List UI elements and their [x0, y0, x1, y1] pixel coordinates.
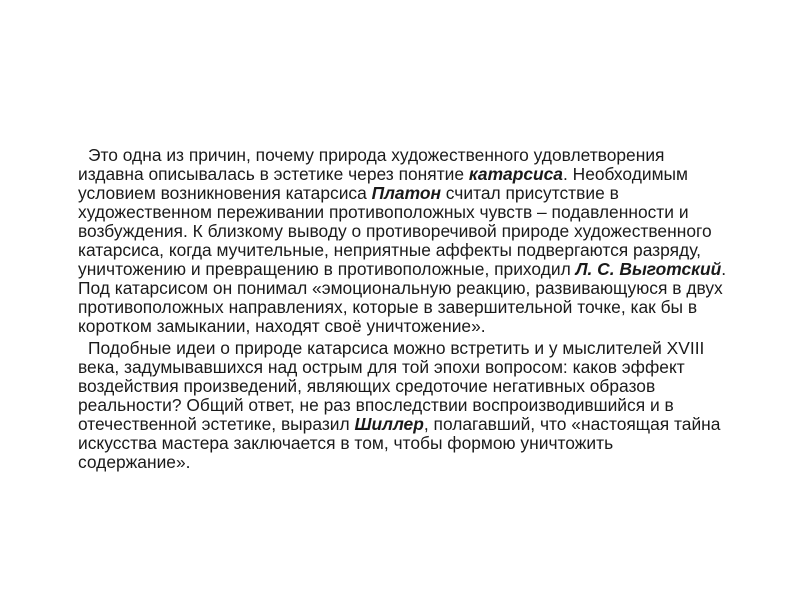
text-segment: Подобные идеи о природе катарсиса можно встретить и у мыслителей XVIII века, задумывавшихся над острым для той эпохи вопросом: каков эффект воздействия произведений, являющих средоточие негативных образов реальности? Общий ответ, не раз впоследствии воспроизводившийся и в отечественной эстетике, выразил	[78, 338, 705, 434]
text-segment: Это одна из причин, почему природа художественного удовлетворения издавна описывалась в эстетике через понятие	[78, 145, 665, 184]
text-segment: . Необходимым условием возникновения катарсиса	[78, 164, 688, 203]
paragraph-2	[78, 339, 728, 472]
term-platon: Платон	[371, 183, 441, 203]
paragraph-1	[78, 146, 728, 336]
body-text	[78, 146, 728, 475]
text-segment: считал присутствие в художественном переживании противоположных чувств – подавленности и возбуждения. К близкому выводу о противоречивой природе художественного катарсиса, когда мучительные, неприятные аффекты подвергаются разряду, уничтожению и превращению в противоположные, приходил	[78, 183, 712, 279]
text-segment: , полагавший, что «настоящая тайна искусства мастера заключается в том, чтобы формою уничтожить содержание».	[78, 414, 721, 472]
text-segment: . Под катарсисом он понимал «эмоциональную реакцию, развивающуюся в двух противоположных направлениях, которые в завершительной точке, как бы в коротком замыкании, находят своё уничтожение».	[78, 259, 727, 336]
term-vygotsky: Л. С. Выготский	[575, 259, 722, 279]
term-schiller: Шиллер	[354, 414, 424, 434]
term-katharsis: катарсиса	[468, 164, 563, 184]
